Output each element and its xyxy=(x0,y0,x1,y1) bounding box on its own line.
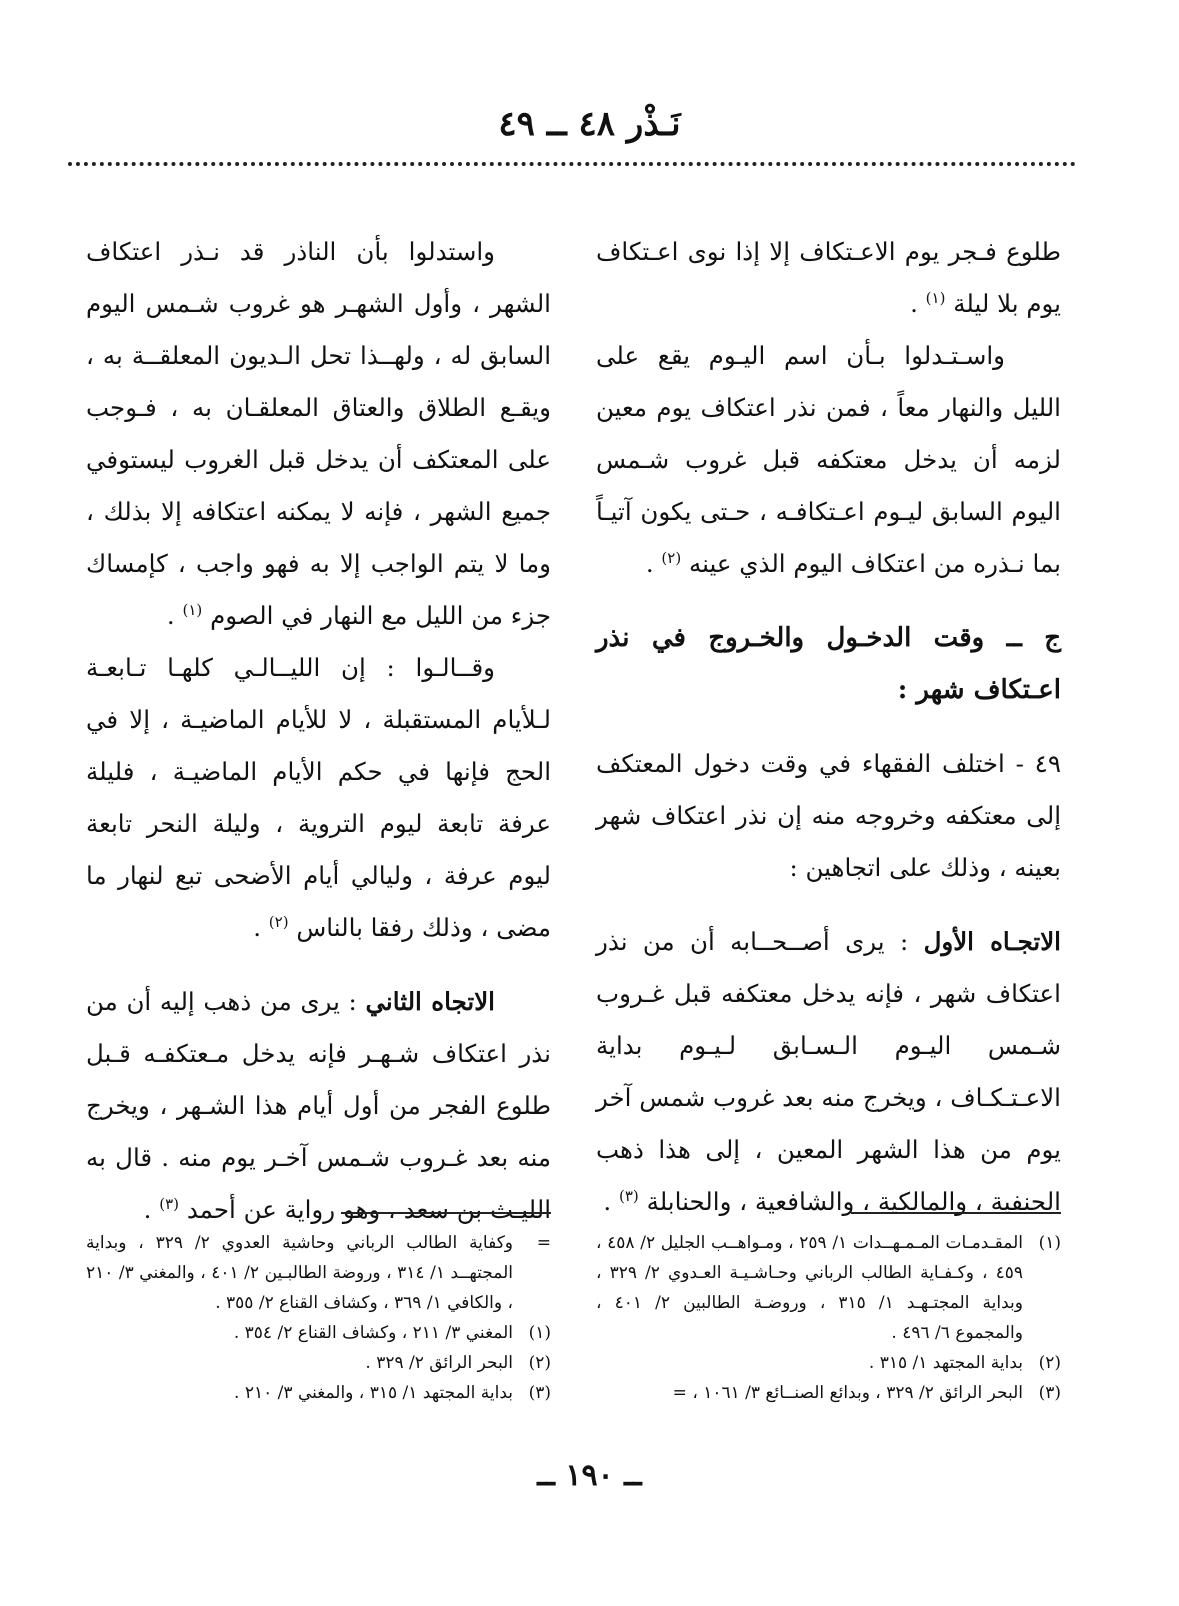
paragraph-tail: . xyxy=(253,913,269,942)
footnote xyxy=(596,1378,1061,1408)
paragraph-text: : يرى أصــحــابه أن من نذر اعتكاف شهر ، فإنه يدخل معتكفه قبل غـروب شـمس اليـوم الـسـابق لـيـوم بداية الاعـتـكـاف ، ويخرج منه بعد غروب شمس آخر يوم من هذا الشهر المعين ، إلى هذا ذهب الحنفية ، والمالكية ، والشافعية ، والحنابلة xyxy=(596,927,1061,1216)
paragraph-text: طلوع فـجر يوم الاعـتكاف إلا إذا نوى اعـتكاف يوم بلا ليلة xyxy=(596,237,1061,318)
paragraph xyxy=(86,642,551,954)
footnote-text: البحر الرائق ٢/ ٣٢٩ . xyxy=(365,1353,513,1373)
section-heading: ج ــ وقت الدخـول والخـروج في نذر اعـتكاف شهر : xyxy=(596,623,1061,705)
footnote-ref: (٢) xyxy=(268,912,289,931)
page-number: ــ ١٩٠ ــ xyxy=(537,1458,642,1493)
footnote-text: بداية المجتهد ١/ ٣١٥ . xyxy=(868,1353,1023,1373)
page-header: نَـذْر ٤٨ ــ ٤٩ xyxy=(498,104,681,144)
footnote xyxy=(86,1348,551,1378)
footnote xyxy=(596,1348,1061,1378)
footnotes-left xyxy=(86,1228,551,1408)
paragraph-tail: . xyxy=(166,601,183,630)
footnote-rule-left xyxy=(341,1212,551,1214)
footnote-number: = xyxy=(536,1233,551,1253)
header-dotted-divider xyxy=(68,162,1076,166)
footnote xyxy=(86,1318,551,1348)
footnote-number: (١) xyxy=(1038,1233,1061,1253)
footnote-rule-right xyxy=(851,1212,1061,1214)
paragraph xyxy=(596,226,1061,330)
footnote-text: بداية المجتهد ١/ ٣١٥ ، والمغني ٣/ ٢١٠ . xyxy=(234,1383,513,1403)
paragraph-tail: . xyxy=(143,1195,160,1224)
footnote-number: (٢) xyxy=(1038,1353,1061,1373)
footnote-ref: (٣) xyxy=(618,1186,639,1205)
paragraph xyxy=(596,330,1061,590)
footnote xyxy=(86,1228,551,1318)
footnote-ref: (١) xyxy=(925,288,946,307)
footnote xyxy=(596,1228,1061,1348)
paragraph-tail: . xyxy=(603,1187,619,1216)
left-column xyxy=(86,226,551,1236)
footnote-text: المقـدمـات المـمـهــدات ١/ ٢٥٩ ، ومـواهــب الجليل ٢/ ٤٥٨ ، ٤٥٩ ، وكـفـاية الطالب الرباني وحـاشـيـة العـدوي ٢/ ٣٢٩ ، وبداية المجتـهـد ١/ ٣١٥ ، وروضـة الطالبين ٢/ ٤٠١ ، والمجموع ٦/ ٤٩٦ . xyxy=(596,1233,1024,1343)
paragraph-49: ٤٩ - اختلف الفقهاء في وقت دخول المعتكف إلى معتكفه وخروجه منه إن نذر اعتكاف شهر بعينه ، وذلك على اتجاهين : xyxy=(596,749,1061,882)
paragraph-text: : يرى من ذهب إليه أن من نذر اعتكاف شـهـر فإنه يدخل مـعتكفـه قـبل طلوع الفجر من أول أيام هذا الشـهر ، ويخرج منه بعد غـروب شـمس آخـر يوم منه . قال به الليـث بن سعد ، وهو رواية عن أحمد xyxy=(86,987,551,1224)
footnote-ref: (٢) xyxy=(661,548,682,567)
footnote-text: المغني ٣/ ٢١١ ، وكشاف القناع ٢/ ٣٥٤ . xyxy=(233,1323,513,1343)
second-view-paragraph xyxy=(86,976,551,1236)
footnote-number: (٢) xyxy=(528,1353,551,1373)
footnote-text: البحر الرائق ٢/ ٣٢٩ ، وبدائع الصنــائع ٣/ ١٠٦١ ، = xyxy=(672,1383,1023,1403)
paragraph-tail: . xyxy=(645,549,662,578)
footnote-number: (٣) xyxy=(528,1383,551,1403)
paragraph xyxy=(86,226,551,642)
footnote xyxy=(86,1378,551,1408)
second-view-label: الاتجاه الثاني xyxy=(365,987,495,1016)
paragraph-tail: . xyxy=(910,289,926,318)
first-view-paragraph xyxy=(596,916,1061,1228)
first-view-label: الاتجـاه الأول xyxy=(923,927,1061,956)
footnote-number: (١) xyxy=(528,1323,551,1343)
paragraph-text: وقــالـوا : إن الليــالـي كلهـا تـابعـة لـلأيام المستقبلة ، لا للأيام الماضيـة ، إلا في الحج فإنها في حكم الأيام الماضيـة ، فليلة عرفة تابعة ليوم التروية ، وليلة النحر تابعة ليوم عرفة ، وليالي أيام الأضحى تبع لنهار ما مضى ، وذلك رفقا بالناس xyxy=(86,653,551,942)
footnote-ref: (٣) xyxy=(159,1194,180,1213)
paragraph-text: واسـتـدلوا بـأن اسم اليـوم يقع على الليل والنهار معاً ، فمن نذر اعتكاف يوم معين لزمه أن يدخل معتكفه قبل غروب شـمس اليوم السابق ليـوم اعـتكافـه ، حـتى يكون آتيـاً بما نـذره من اعتكاف اليوم الذي عينه xyxy=(596,341,1061,578)
right-column xyxy=(596,226,1061,1228)
footnote-ref: (١) xyxy=(182,600,203,619)
footnotes-right xyxy=(596,1228,1061,1408)
footnote-number: (٣) xyxy=(1038,1383,1061,1403)
paragraph-text: واستدلوا بأن الناذر قد نـذر اعتكاف الشهر ، وأول الشهـر هو غروب شـمس اليوم السابق له ، ولهــذا تحل الـديون المعلقــة به ، ويقـع الطلاق والعتاق المعلقـان به ، فـوجب على المعتكف أن يدخل قبل الغروب ليستوفي جميع الشهر ، فإنه لا يمكنه اعتكافه إلا بذلك ، وما لا يتم الواجب إلا به فهو واجب ، كإمساك جزء من الليل مع النهار في الصوم xyxy=(86,237,551,630)
footnote-text: وكفاية الطالب الرباني وحاشية العدوي ٢/ ٣٢٩ ، وبداية المجتهــد ١/ ٣١٤ ، وروضة الطالبـين ٢/ ٤٠١ ، والمغني ٣/ ٢١٠ ، والكافي ١/ ٣٦٩ ، وكشاف القناع ٢/ ٣٥٥ . xyxy=(86,1233,514,1313)
